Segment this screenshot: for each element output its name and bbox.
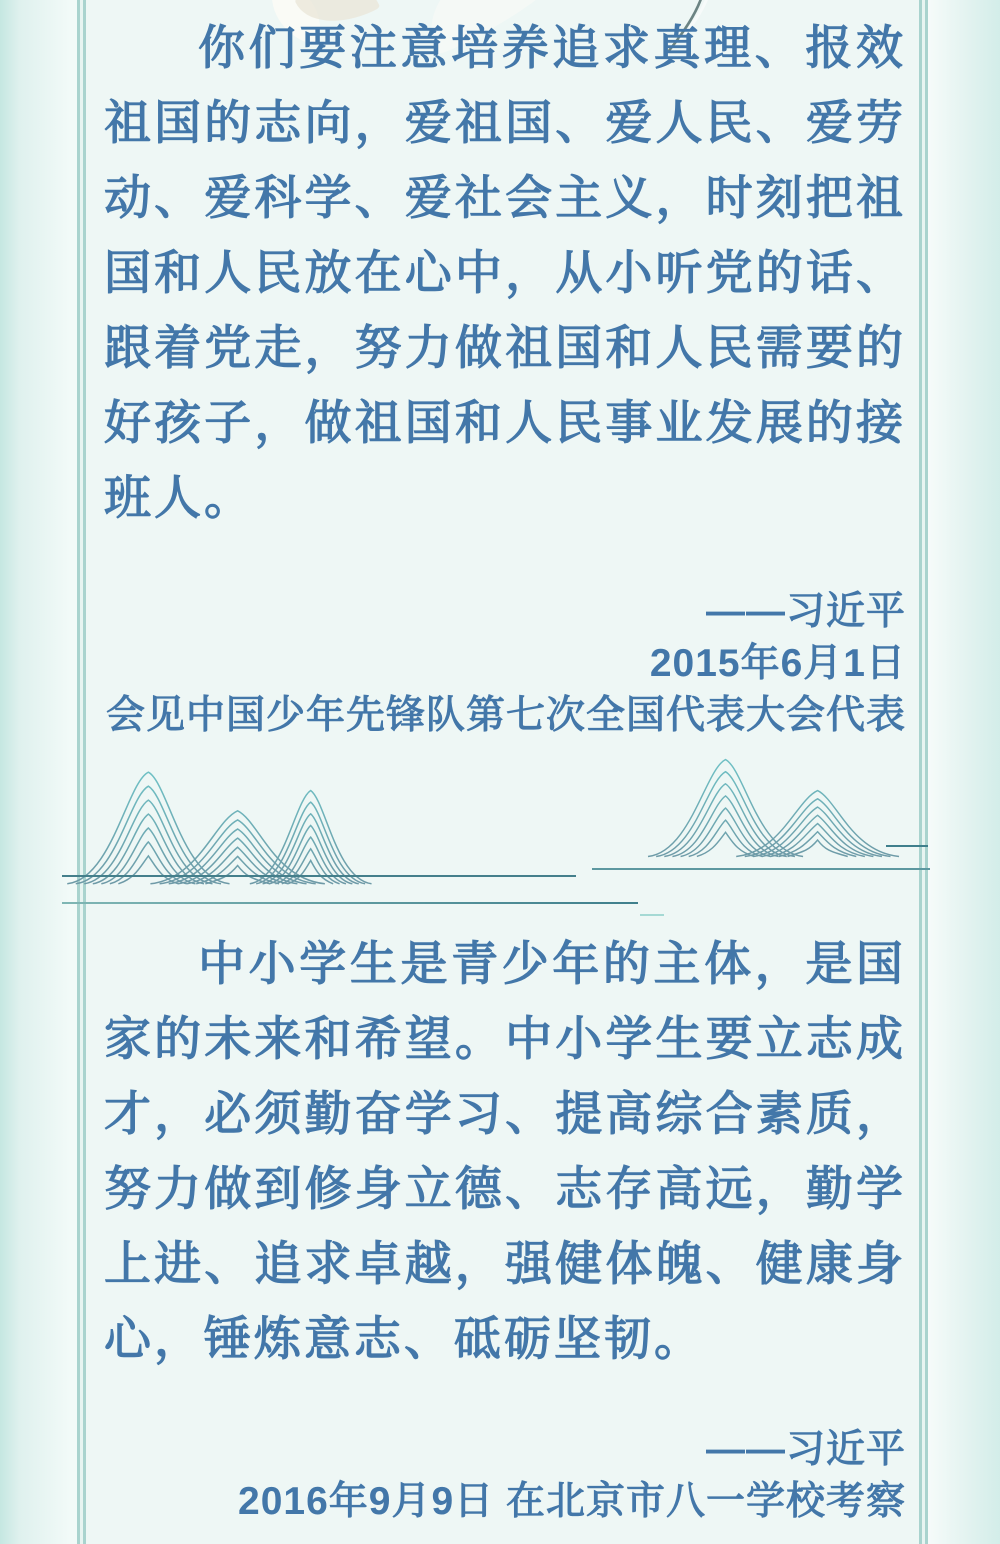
- divider-line: [62, 902, 638, 904]
- quote-1-attribution: [84, 586, 922, 742]
- right-margin-background: [928, 0, 1000, 1544]
- divider-line: [62, 875, 576, 877]
- attribution-occasion: 会见中国少年先锋队第七次全国代表大会代表: [105, 694, 906, 737]
- attribution-author: ——习近平: [705, 590, 906, 633]
- divider-dash: [640, 914, 664, 916]
- attribution-author: ——习近平: [705, 1428, 906, 1471]
- mountain-line-art-right: [628, 746, 920, 872]
- attribution-date-occasion: 2016年9月9日 在北京市八一学校考察: [238, 1480, 906, 1523]
- quote-2-attribution: [84, 1424, 922, 1528]
- attribution-date: 2015年6月1日: [649, 642, 906, 685]
- frame-right-outer-line: [925, 0, 928, 1544]
- quote-text-1: 你们要注意培养追求真理、报效祖国的志向，爱祖国、爱人民、爱劳动、爱科学、爱社会主义，时刻把祖国和人民放在心中，从小听党的话、跟着党走，努力做祖国和人民需要的好孩子，做祖国和人民事业发展的接班人。: [104, 21, 906, 524]
- divider-line: [886, 845, 928, 847]
- divider-line: [592, 868, 930, 870]
- quote-text-2: 中小学生是青少年的主体，是国家的未来和希望。中小学生要立志成才，必须勤奋学习、提高综合素质，努力做到修身立德、志存高远，勤学上进、追求卓越，强健体魄、健康身心，锤炼意志、砥砺坚韧。: [104, 937, 906, 1365]
